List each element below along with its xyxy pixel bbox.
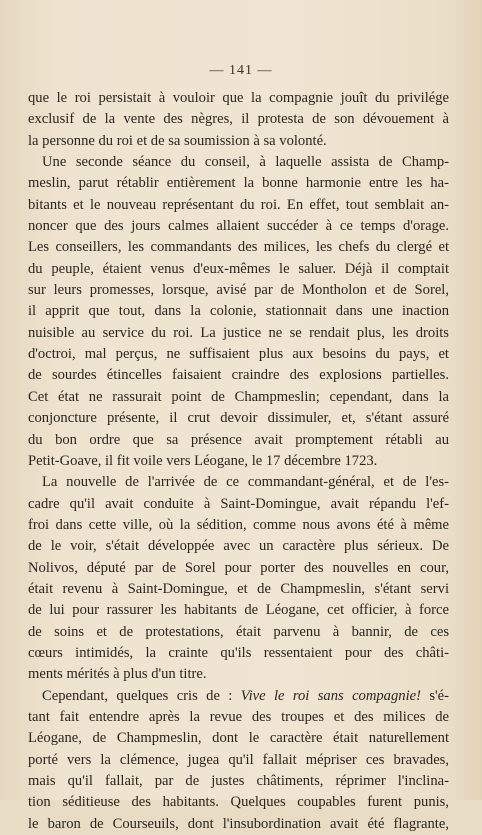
text-line: La nouvelle de l'arrivée de ce commandant-général, et de l'es-	[42, 474, 449, 491]
text-line: sur leurs promesses, lorsque, avisé par de Montholon et de Sorel,	[28, 282, 449, 299]
text-line: ments mérités à plus d'un titre.	[28, 666, 207, 683]
text-line: que le roi persistait à vouloir que la compagnie jouît du privilége	[28, 90, 449, 106]
text-line: noncer que des jours calmes allaient succéder à ce temps d'orage.	[28, 218, 449, 235]
text-line: exclusif de la vente des nègres, il protesta de son dévouement à	[28, 111, 449, 128]
text-line: tion séditieuse des habitants. Quelques coupables furent punis,	[28, 794, 449, 811]
text-line: nuisible au service du roi. La justice ne se rendait plus, les droits	[28, 324, 449, 341]
text-line: bitants et le nouveau représentant du roi. En effet, tout semblait an-	[28, 196, 449, 213]
italic-quote: Vive le roi sans compagnie!	[240, 687, 421, 704]
text-line: Cet état ne rassurait point de Champmeslin; cependant, dans la	[28, 388, 449, 405]
text-line: Nolivos, député par de Sorel pour porter des nouvelles en cour,	[28, 559, 449, 576]
text-line: cadre qu'il avait conduite à Saint-Domingue, avait répandu l'ef-	[28, 495, 449, 512]
text-line: froi dans cette ville, où la sédition, comme nous avons été à même	[28, 516, 449, 533]
text-line: du bon ordre que sa présence avait promptement rétabli au	[28, 431, 449, 448]
body-text	[28, 88, 449, 835]
text-line: la personne du roi et de sa soumission à sa volonté.	[28, 132, 327, 149]
text-line: de soins et de protestations, était parvenu à bannir, de ces	[28, 623, 449, 640]
text-segment: s'é-	[420, 687, 449, 704]
text-line: de lui pour rassurer les habitants de Léogane, cet officier, à force	[28, 602, 449, 619]
text-line: Une seconde séance du conseil, à laquelle assista de Champ-	[42, 154, 449, 171]
text-line: tant fait entendre après la revue des troupes et des milices de	[28, 708, 449, 725]
text-line: Léogane, de Champmeslin, dont le caractère était naturellement	[28, 730, 449, 747]
text-line: mais qu'il fallait, par de justes châtiments, réprimer l'inclina-	[28, 773, 449, 789]
text-line: le baron de Courseuils, dont l'insubordination avait été flagrante,	[28, 815, 449, 832]
text-line: du peuple, étaient venus d'eux-mêmes le saluer. Déjà il comptait	[28, 260, 449, 277]
text-segment: Cependant, quelques cris de :	[42, 687, 241, 704]
text-line: conjoncture présente, il crut devoir dissimuler, et, s'étant assuré	[28, 410, 449, 427]
text-line	[28, 686, 449, 707]
text-line: cœurs intimidés, la crainte qu'ils ressentaient pour des châti-	[28, 644, 449, 661]
text-line: était revenu à Saint-Domingue, et de Champmeslin, s'étant servi	[28, 580, 449, 597]
text-line: porté vers la clémence, jugea qu'il fallait mépriser ces bravades,	[28, 751, 449, 768]
text-line: de sourdes étincelles faisaient craindre des explosions partielles.	[28, 367, 449, 384]
text-line: d'octroi, mal perçus, ne suffisaient plus aux besoins du pays, et	[28, 346, 449, 363]
text-line: il apprit que tout, dans la colonie, stationnait dans une inaction	[28, 303, 449, 320]
text-line: meslin, parut rétablir entièrement la bonne harmonie entre les ha-	[28, 175, 449, 192]
page-number: — 141 —	[209, 63, 273, 78]
text-line: Petit-Goave, il fit voile vers Léogane, le 17 décembre 1723.	[28, 452, 378, 469]
text-line: Les conseillers, les commandants des milices, les chefs du clergé et	[28, 239, 449, 256]
text-line: de le voir, s'était développée avec un caractère plus sérieux. De	[28, 538, 449, 555]
